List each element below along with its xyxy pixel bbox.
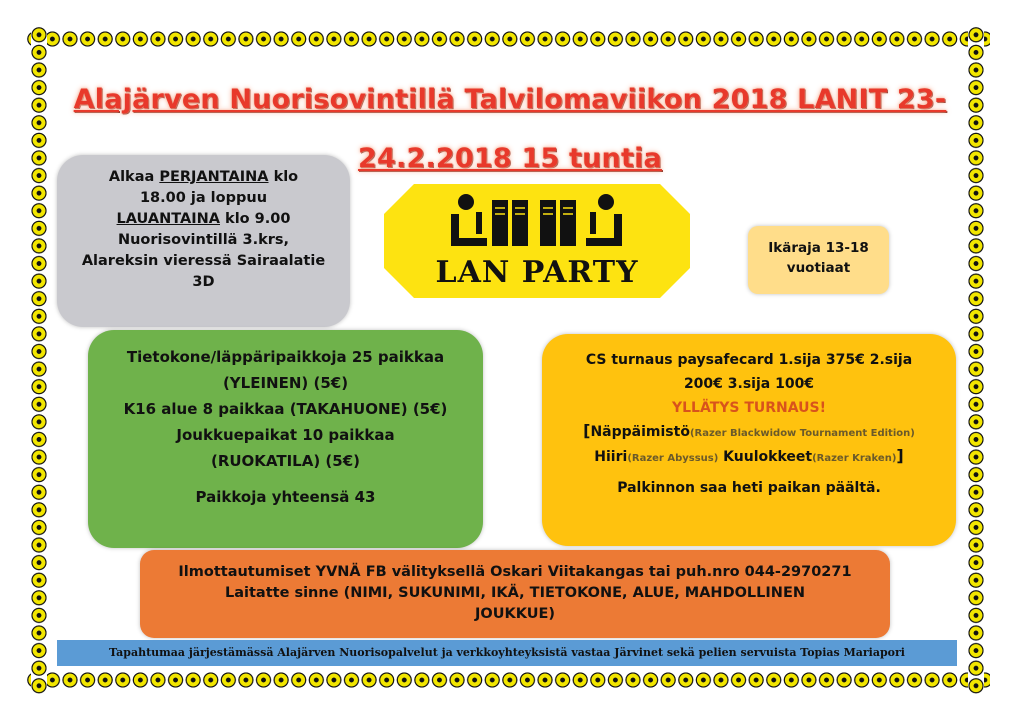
seats-box xyxy=(88,330,483,548)
prize-mouse: Hiiri xyxy=(594,449,628,465)
info-text: Nuorisovintillä 3.krs, xyxy=(117,232,290,248)
logo-text: LAN PARTY xyxy=(435,255,639,290)
seats-text: K16 alue 8 paikkaa (TAKAHUONE) (5€) xyxy=(123,400,448,418)
age-text: vuotiaat xyxy=(786,260,851,276)
info-text: Alareksin vieressä Sairaalatie xyxy=(81,253,326,269)
info-text: 18.00 ja loppuu xyxy=(139,190,268,206)
info-text: klo xyxy=(268,169,299,185)
age-text: Ikäraja 13-18 xyxy=(768,240,869,256)
seats-total: Paikkoja yhteensä 43 xyxy=(195,488,376,506)
age-limit-box xyxy=(748,226,889,294)
seats-text: (RUOKATILA) (5€) xyxy=(210,452,361,470)
prize-keyboard: Näppäimistö xyxy=(590,424,690,440)
tournament-text: 200€ 3.sija 100€ xyxy=(683,376,815,392)
info-text: klo 9.00 xyxy=(220,211,291,227)
saturday-label: LAUANTAINA xyxy=(116,211,220,227)
tournament-box xyxy=(542,334,956,546)
prize-model: (Razer Abyssus) xyxy=(627,453,719,464)
seats-text: Joukkuepaikat 10 paikkaa xyxy=(176,426,395,444)
page-title-line2: 24.2.2018 15 tuntia xyxy=(358,143,662,174)
surprise-tournament: YLLÄTYS TURNAUS! xyxy=(671,400,827,416)
radiation-border-bottom xyxy=(26,672,990,688)
seats-text: Tietokone/läppäripaikkoja 25 paikkaa xyxy=(126,348,445,366)
lan-party-logo xyxy=(384,184,690,298)
signup-text: JOUKKUE) xyxy=(474,606,556,622)
tournament-text: CS turnaus paysafecard 1.sija 375€ 2.sija xyxy=(585,352,913,368)
radiation-border-top xyxy=(26,31,990,47)
prize-headset: Kuulokkeet xyxy=(718,449,813,465)
signup-text: Laitatte sinne (NIMI, SUKUNIMI, IKÄ, TIETOKONE, ALUE, MAHDOLLINEN xyxy=(225,585,805,601)
info-box xyxy=(57,155,350,327)
info-text: 3D xyxy=(192,274,215,290)
page-title-line1: Alajärven Nuorisovintillä Talvilomaviikon 2018 LANIT 23- xyxy=(73,84,947,115)
seats-text: (YLEINEN) (5€) xyxy=(222,374,349,392)
tournament-text: Palkinnon saa heti paikan päältä. xyxy=(617,480,881,496)
prize-model: (Razer Kraken) xyxy=(812,453,897,464)
footer-bar: Tapahtumaa järjestämässä Alajärven Nuorisopalvelut ja verkkoyhteyksistä vastaa Järvinet sekä pelien servuista Topias Mariapori xyxy=(57,640,957,666)
bracket: ] xyxy=(896,446,904,465)
bracket: [ xyxy=(583,421,591,440)
info-text: Alkaa xyxy=(108,169,160,185)
signup-box xyxy=(140,550,890,638)
radiation-border-left xyxy=(31,26,47,694)
signup-text: Ilmottautumiset YVNÄ FB välityksellä Oskari Viitakangas tai puh.nro 044-2970271 xyxy=(178,564,852,580)
prize-model: (Razer Blackwidow Tournament Edition) xyxy=(689,428,915,439)
radiation-border-right xyxy=(968,26,984,694)
friday-label: PERJANTAINA xyxy=(159,169,269,185)
